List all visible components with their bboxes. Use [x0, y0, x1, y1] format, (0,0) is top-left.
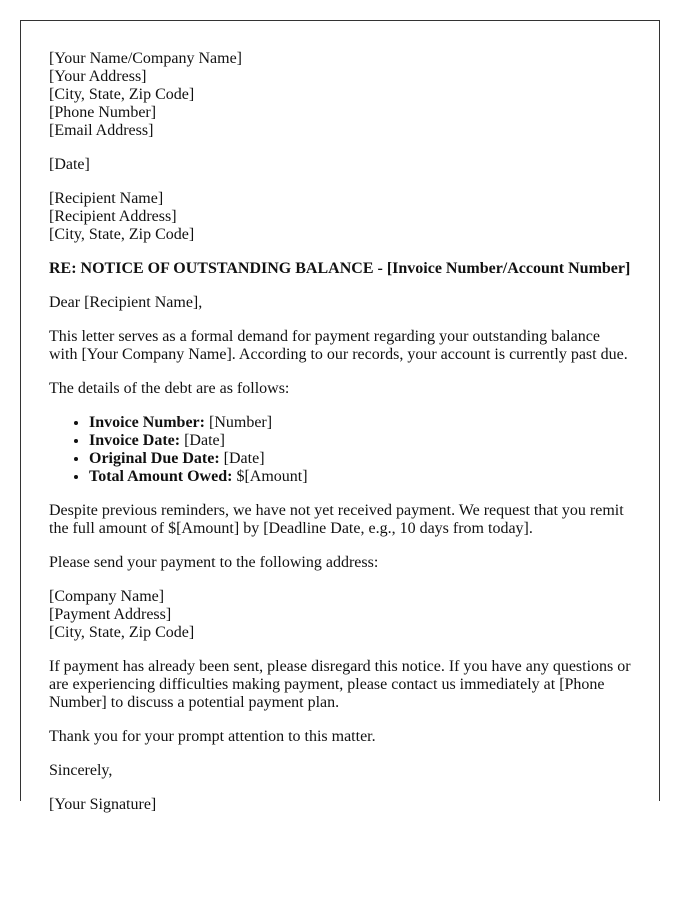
- payment-company: [Company Name]: [49, 588, 165, 605]
- debt-details-list: [49, 414, 631, 486]
- sender-phone: [Phone Number]: [49, 104, 157, 121]
- recipient-block: [49, 190, 631, 244]
- debt-detail-value: [Number]: [204, 414, 273, 431]
- sender-block: [49, 50, 631, 140]
- letter-content: [21, 21, 659, 814]
- debt-detail-item: [89, 414, 631, 432]
- signature: [Your Signature]: [49, 796, 157, 813]
- closing: Sincerely,: [49, 762, 113, 779]
- letter-date: [Date]: [49, 156, 90, 173]
- debt-detail-label: Total Amount Owed:: [89, 468, 233, 485]
- payment-address: [Payment Address]: [49, 606, 172, 623]
- recipient-city-state-zip: [City, State, Zip Code]: [49, 226, 195, 243]
- recipient-address: [Recipient Address]: [49, 208, 177, 225]
- debt-detail-value: [Date]: [219, 450, 265, 467]
- sender-city-state-zip: [City, State, Zip Code]: [49, 86, 195, 103]
- salutation: Dear [Recipient Name],: [49, 294, 203, 311]
- payment-city-state-zip: [City, State, Zip Code]: [49, 624, 195, 641]
- debt-detail-label: Original Due Date:: [89, 450, 220, 467]
- debt-detail-item: [89, 468, 631, 486]
- sender-address: [Your Address]: [49, 68, 147, 85]
- disregard-paragraph: If payment has already been sent, please disregard this notice. If you have any questions or are experiencing difficulties making payment, please contact us immediately at [Phone Number] to discuss a potential payment plan.: [49, 658, 631, 711]
- debt-detail-value: $[Amount]: [232, 468, 308, 485]
- debt-detail-value: [Date]: [180, 432, 225, 449]
- debt-detail-label: Invoice Number:: [89, 414, 205, 431]
- date-block: [49, 156, 631, 174]
- payment-address-block: [49, 588, 631, 642]
- debt-detail-label: Invoice Date:: [89, 432, 181, 449]
- recipient-name: [Recipient Name]: [49, 190, 164, 207]
- intro-paragraph: This letter serves as a formal demand for payment regarding your outstanding balance with [Your Company Name]. According to our records, your account is currently past due.: [49, 328, 628, 363]
- details-intro-paragraph: The details of the debt are as follows:: [49, 380, 290, 397]
- sender-email: [Email Address]: [49, 122, 154, 139]
- request-paragraph: Despite previous reminders, we have not yet received payment. We request that you remit the full amount of $[Amount] by [Deadline Date, e.g., 10 days from today].: [49, 502, 624, 537]
- send-to-paragraph: Please send your payment to the following address:: [49, 554, 379, 571]
- subject-line: RE: NOTICE OF OUTSTANDING BALANCE - [Invoice Number/Account Number]: [49, 260, 631, 277]
- letter-page: [20, 20, 660, 813]
- debt-detail-item: [89, 450, 631, 468]
- sender-name: [Your Name/Company Name]: [49, 50, 243, 67]
- debt-detail-item: [89, 432, 631, 450]
- thanks-paragraph: Thank you for your prompt attention to this matter.: [49, 728, 376, 745]
